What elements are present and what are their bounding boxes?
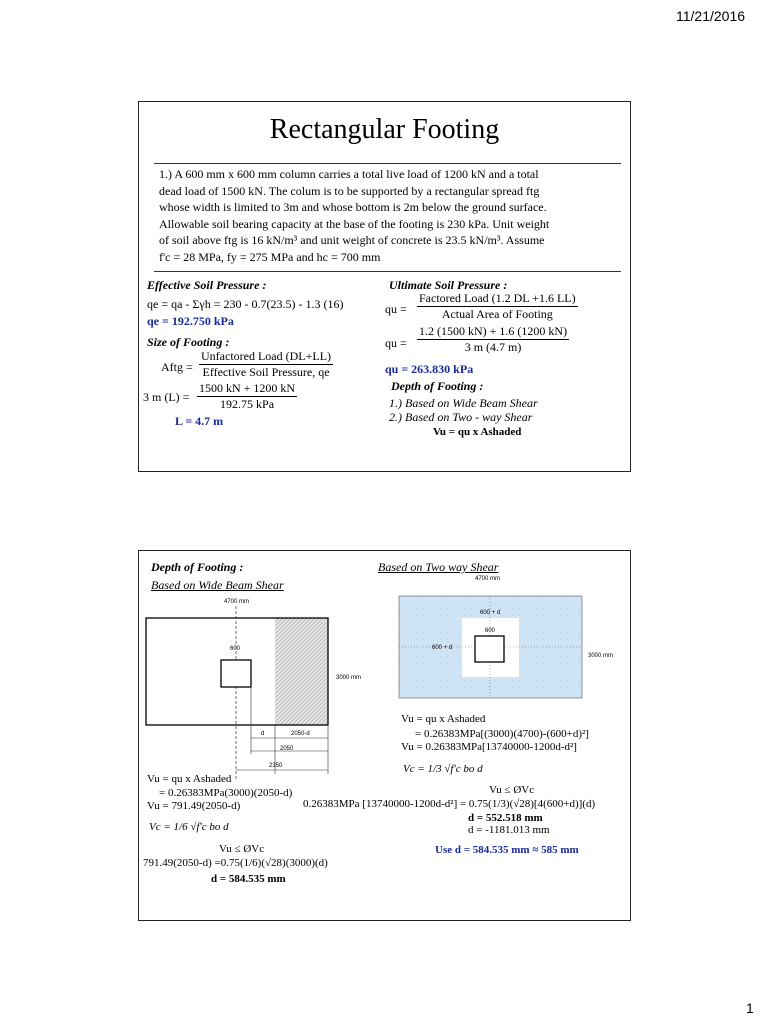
left-height-label: 3000 mm [336,675,362,681]
aftg-label: Aftg = [161,360,193,374]
shaded-area [275,618,328,725]
two-way-vu-3: Vu = 0.26383MPa[13740000-1200d-d²] [401,741,577,753]
two-way-d2: d = -1181.013 mm [468,824,550,836]
page-number: 1 [746,1000,754,1016]
qu-numerator: Factored Load (1.2 DL +1.6 LL) [419,291,576,305]
two-way-vc-formula: Vc = 1/3 √f'c bo d [403,763,483,775]
wide-beam-heading: Based on Wide Beam Shear [151,578,284,592]
qu2-label: qu = [385,336,407,350]
two-way-vu-1: Vu = qu x Ashaded [401,713,486,725]
right-height-label: 3000 mm [588,653,614,659]
depth-item-1: 1.) Based on Wide Beam Shear [389,396,538,410]
aftg-numerator: Unfactored Load (DL+LL) [201,349,332,363]
aftg-fraction [199,349,333,380]
l-label: 3 m (L) = [143,390,190,404]
vu-equation: Vu = qu x Ashaded [433,426,522,438]
problem-line: dead load of 1500 kN. The colum is to be supported by a rectangular spread ftg [159,183,540,198]
l-result: L = 4.7 m [175,414,224,428]
l-denominator: 192.75 kPa [220,397,275,411]
depth-item-2: 2.) Based on Two - way Shear [389,410,533,424]
qe-result: qe = 192.750 kPa [147,314,234,328]
right-col-label: 600 [485,628,496,634]
qu-label: qu = [385,302,407,316]
wide-beam-diagram [139,606,379,781]
problem-line: of soil above ftg is 16 kN/m³ and unit weight of concrete is 23.5 kN/m³. Assume [159,233,545,247]
qe-equation: qe = qa - Σγh = 230 - 0.7(23.5) - 1.3 (16) [147,297,344,311]
dim-d: d [261,731,265,737]
l-fraction [197,381,297,412]
depth-heading: Depth of Footing : [391,379,484,393]
aftg-denominator: Effective Soil Pressure, qe [202,365,330,379]
slide-1 [138,101,631,472]
two-way-d1: d = 552.518 mm [468,812,543,824]
right-top-label: 600 + d [480,610,501,616]
ultimate-heading: Ultimate Soil Pressure : [389,278,508,292]
two-way-long-equation: 0.26383MPa [13740000-1200d-d²] = 0.75(1/3)(√28)[4(600+d)](d) [303,798,596,810]
problem-line: 1.) A 600 mm x 600 mm column carries a total live load of 1200 kN and a total [159,167,539,181]
qu2-denominator: 3 m (4.7 m) [464,340,522,354]
slide-2 [138,550,631,921]
wide-equation: 791.49(2050-d) =0.75(1/6)(√28)(3000)(d) [143,857,328,869]
qu-fraction [417,291,578,322]
dim-2050-d: 2050-d [291,731,310,737]
right-width-label: 4700 mm [475,576,501,582]
two-way-heading: Based on Two way Shear [378,560,499,574]
slide-title: Rectangular Footing [269,114,500,145]
wide-vu-3: Vu = 791.49(2050-d) [147,800,241,812]
column [475,636,504,662]
qu-denominator: Actual Area of Footing [441,307,553,321]
wide-vu-1: Vu = qu x Ashaded [147,773,232,785]
left-col-label: 600 [230,646,241,652]
wide-vc-formula: Vc = 1/6 √f'c bo d [149,821,229,833]
problem-statement [159,166,549,265]
depth-heading-2: Depth of Footing : [151,560,244,574]
two-way-vu-phi: Vu ≤ ØVc [489,784,535,796]
qu2-numerator: 1.2 (1500 kN) + 1.6 (1200 kN) [419,324,568,338]
column [221,660,251,687]
dim-2350: 2350 [269,763,283,769]
problem-line: f'c = 28 MPa, fy = 275 MPa and hc = 700 mm [159,249,381,264]
wide-vu-phi: Vu ≤ ØVc [219,843,265,855]
qu-result: qu = 263.830 kPa [385,362,474,376]
use-d-result: Use d = 584.535 mm ≈ 585 mm [435,844,579,856]
wide-d-result: d = 584.535 mm [211,873,286,885]
effective-heading: Effective Soil Pressure : [147,278,267,292]
problem-line: whose width is limited to 3m and whose bottom is 2m below the ground surface. [159,200,547,214]
dim-2050: 2050 [280,746,294,752]
problem-line: Allowable soil bearing capacity at the base of the footing is 230 kPa. Unit weight [159,216,550,231]
date-label: 11/21/2016 [676,8,746,24]
left-width-label: 4700 mm [224,599,250,605]
right-side-label: 600 + d [432,645,453,651]
size-heading: Size of Footing : [147,335,230,349]
l-numerator: 1500 kN + 1200 kN [199,381,296,395]
qu2-fraction [417,324,569,355]
wide-vu-2: = 0.26383MPa(3000)(2050-d) [159,787,293,799]
two-way-vu-2: = 0.26383MPa[(3000)(4700)-(600+d)²] [415,728,589,740]
